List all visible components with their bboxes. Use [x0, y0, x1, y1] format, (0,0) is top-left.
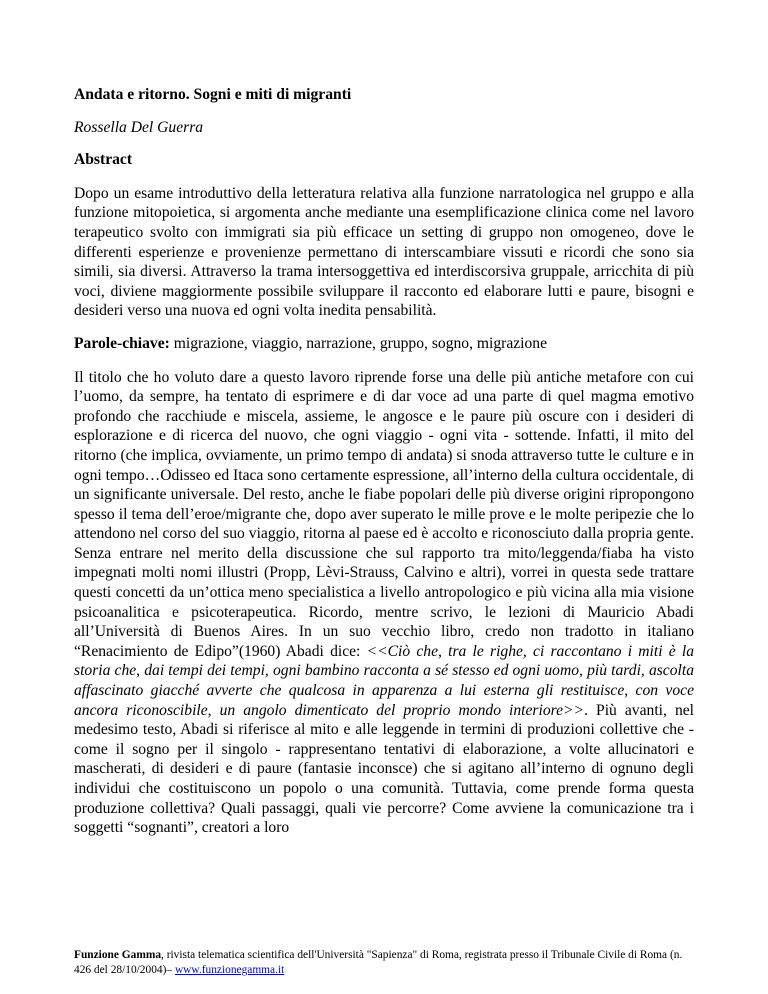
article-title: Andata e ritorno. Sogni e miti di migranti	[74, 86, 352, 103]
abstract-text: Dopo un esame introduttivo della letteratura relativa alla funzione narratologica nel gruppo e alla funzione mitopoietica, si argomenta anche mediante una esemplificazione clinica come nel lavoro terapeutico svolto con immigrati sia più efficace un setting di gruppo non omogeneo, dove le differenti esperienze e provenienze permettano di interscambiare vissuti e ricordi che sono sia simili, sia diversi. Attraverso la trama intersoggettiva ed interdiscorsiva gruppale, arricchita di più voci, diviene maggiormente possibile sviluppare il racconto ed elaborare lutti e paure, bisogni e desideri verso una nuova ed ogni volta inedita pensabilità.	[74, 184, 694, 320]
body-text-part2: . Più avanti, nel medesimo testo, Abadi si riferisce al mito e alle leggende in termini di produzioni collettive che - come il sogno per il singolo - rappresentano tentativi di elaborazione, a volte allucinatori e mascherati, di desideri e di paure (fantasie inconsce) che si agitano all’interno di ognuno degli individui che costituiscono un popolo o una comunità. Tuttavia, come prende forma questa produzione collettiva? Quali passaggi, quali vie percorre? Come avviene la comunicazione tra i soggetti “sognanti”, creatori a loro	[74, 701, 694, 837]
article-content	[74, 85, 694, 838]
abstract-heading: Abstract	[74, 151, 133, 169]
page-footer	[74, 948, 694, 978]
footer-website-link[interactable]: www.funzionegamma.it	[174, 964, 285, 976]
body-quote: <<Ciò che, tra le righe, ci raccontano i miti è la storia che, dai tempi dei tempi, ogni bambino racconta a sé stesso ed ogni uomo, più tardi, ascolta affascinato giacché avverte che qualcosa in apparenza a lui esterna gli restituisce, con voce ancora riconoscibile, un angolo dimenticato del proprio mondo interiore>>	[74, 642, 694, 719]
footer-journal-name: Funzione Gamma	[74, 949, 162, 961]
body-paragraph	[74, 368, 694, 838]
footer-text: , rivista telematica scientifica dell'Università "Sapienza" di Roma, registrata presso il Tribunale Civile di Roma (n. 426 del 28/10/2004)–	[74, 949, 683, 976]
keywords-line	[74, 334, 694, 354]
keywords-list: migrazione, viaggio, narrazione, gruppo, sogno, migrazione	[173, 334, 548, 352]
article-author: Rossella Del Guerra	[74, 118, 204, 136]
keywords-label: Parole-chiave:	[74, 334, 170, 352]
body-text-part1: Il titolo che ho voluto dare a questo lavoro riprende forse una delle più antiche metafore con cui l’uomo, da sempre, ha tentato di esprimere e di dar voce ad una parte di quel magma emotivo profondo che racchiude e miscela, assieme, le angosce e le paure più oscure con i desideri di esplorazione e di ricerca del nuovo, che ogni viaggio - ogni vita - sottende. Infatti, il mito del ritorno (che implica, ovviamente, un primo tempo di andata) si snoda attraverso tutte le culture e in ogni tempo…Odisseo ed Itaca sono certamente espressione, all’interno della cultura occidentale, di un significante universale. Del resto, anche le fiabe popolari delle più diverse origini ripropongono spesso il tema dell’eroe/migrante che, dopo aver superato le mille prove e le molte peripezie che lo attendono nel corso del suo viaggio, ritorna al paese ed è accolto e riconosciuto dalla propria gente. Senza entrare nel merito della discussione che sul rapporto tra mito/leggenda/fiaba ha visto impegnati molti nomi illustri (Propp, Lèvi-Strauss, Calvino e altri), vorrei in questa sede trattare questi concetti da un’ottica meno specialistica a livello antropologico e più vicina alla mia visione psicoanalitica e psicoterapeutica. Ricordo, mentre scrivo, le lezioni di Mauricio Abadi all’Università di Buenos Aires. In un suo vecchio libro, credo non tradotto in italiano “Renacimiento de Edipo”(1960) Abadi dice:	[74, 368, 694, 660]
